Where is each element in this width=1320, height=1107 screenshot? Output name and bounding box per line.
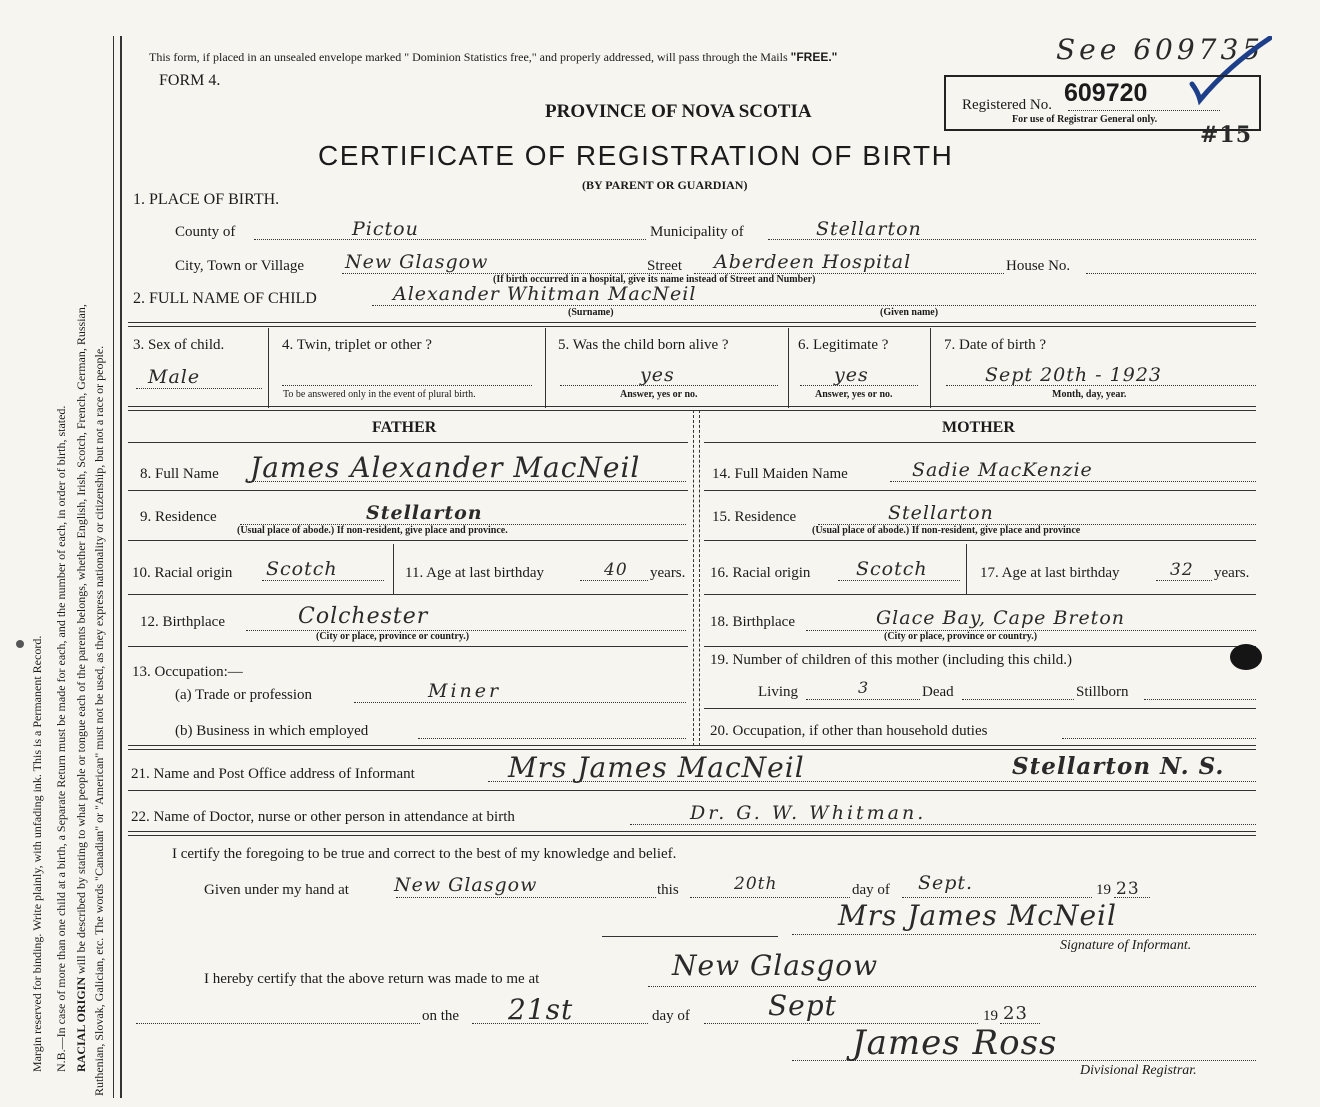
mother-occupation-line [1062,738,1256,739]
registrar-signature-caption: Divisional Registrar. [1080,1063,1197,1078]
mail-notice-text: This form, if placed in an unsealed envelope marked " Dominion Statistics free," and properly addressed, will pass through the Mails [149,50,788,64]
divider-before-certification [128,831,1256,836]
divider-before-parents [128,406,1256,411]
registrar-left-line [136,1023,420,1024]
registered-number: 609720 [1064,79,1148,107]
child-name-label: 2. FULL NAME OF CHILD [133,290,317,307]
form-number: FORM 4. [159,72,221,89]
given-this-label: this [657,882,679,898]
father-racial-value: Scotch [266,558,338,580]
legitimate-label: 6. Legitimate ? [798,337,889,353]
father-birthplace-label: 12. Birthplace [140,614,225,630]
margin-note-binding: Margin reserved for binding. Write plainly, with unfading ink. This is a Permanent Record. [30,635,44,1072]
child-name-value: Alexander Whitman MacNeil [393,283,697,305]
given-day-value: 20th [734,874,778,894]
informant-signature: Mrs James McNeil [838,899,1117,932]
mother-children-label: 19. Number of children of this mother (including this child.) [710,652,1073,668]
father-birthplace-value: Colchester [298,604,429,629]
father-business-label: (b) Business in which employed [175,723,369,739]
given-month-line [902,897,1092,898]
living-label: Living [758,684,798,700]
date-of-birth-caption: Month, day, year. [1052,389,1127,400]
row-rule-14-right [704,490,1256,491]
father-occupation-label: 13. Occupation:— [132,664,243,680]
registrar-place-value: New Glasgow [672,949,879,982]
col-divider-16 [966,544,967,594]
given-under-hand-label: Given under my hand at [204,882,349,898]
registrar-day-value: 21st [508,993,574,1026]
dead-line [962,699,1074,700]
row-rule-15-right [704,540,1256,541]
father-heading: FATHER [372,419,437,436]
father-business-line [418,738,686,739]
alive-value: yes [640,364,675,386]
county-value: Pictou [352,218,419,240]
date-of-birth-label: 7. Date of birth ? [944,337,1047,353]
mail-notice [149,50,837,64]
informant-label: 21. Name and Post Office address of Informant [131,766,415,782]
free-label: "FREE." [790,50,838,64]
parents-heading-rule-right [704,442,1256,443]
living-line [806,699,920,700]
certificate-subtitle: (BY PARENT OR GUARDIAN) [582,178,748,192]
registrar-year-prefix: 19 [983,1008,998,1024]
mother-occupation-label: 20. Occupation, if other than household duties [710,723,988,739]
mother-age-unit: years. [1214,565,1250,581]
alive-caption: Answer, yes or no. [620,389,698,400]
row-rule-21 [128,790,1256,791]
mother-age-value: 32 [1170,560,1194,580]
informant-address-value: Stellarton N. S. [1012,753,1225,780]
street-value: Aberdeen Hospital [714,251,912,273]
col-divider-6 [930,328,931,408]
given-year-suffix: 23 [1116,879,1140,899]
alive-label: 5. Was the child born alive ? [558,337,729,353]
parents-divider-left [693,410,694,746]
given-name-caption: (Given name) [880,307,939,318]
row-rule-19-right [704,708,1256,709]
street-label: Street [647,258,682,274]
registrar-day-of-label: day of [652,1008,690,1024]
racial-origin-heading: RACIAL ORIGIN [74,976,88,1072]
mother-age-label: 17. Age at last birthday [980,565,1120,581]
mother-residence-caption: (Usual place of abode.) If non-resident, give place and province [812,525,1081,536]
father-age-value: 40 [604,560,628,580]
parents-divider-right [699,410,700,746]
doctor-name-value: Dr. G. W. Whitman. [690,802,927,824]
sex-value: Male [148,366,201,388]
given-month-value: Sept. [918,872,974,894]
margin-note-nationality: Ruthenian, Slovak, Galician, etc. The words "Canadian" or "American" must not be used, as they express nationality or citizenship, but not a race or people. [92,345,106,1096]
registrar-place-line [648,986,1256,987]
twin-line [282,385,532,386]
hospital-note: (If birth occurred in a hospital, give its name instead of Street and Number) [493,274,816,285]
col-divider-5 [788,328,789,408]
see-reference-note: See 609735 [1056,33,1265,66]
row-rule-16-right [704,594,1256,595]
row-rule-10-left [128,594,688,595]
father-name-label: 8. Full Name [140,466,219,482]
registrar-on-the-label: on the [422,1008,460,1024]
mother-name-value: Sadie MacKenzie [912,459,1093,481]
stillborn-label: Stillborn [1076,684,1129,700]
father-trade-label: (a) Trade or profession [175,687,313,703]
mother-heading: MOTHER [942,419,1015,436]
stillborn-line [1144,699,1256,700]
child-name-line [372,305,1256,306]
registered-label: Registered No. [962,97,1052,113]
margin-note-racial-origin [74,304,88,1072]
date-of-birth-value: Sept 20th - 1923 [985,364,1162,386]
parents-heading-rule-left [128,442,688,443]
certify-statement: I certify the foregoing to be true and correct to the best of my knowledge and belief. [172,846,677,862]
father-birthplace-caption: (City or place, province or country.) [316,631,470,642]
given-place-value: New Glasgow [394,874,538,896]
registrar-statement: I hereby certify that the above return was made to me at [204,971,540,987]
father-residence-label: 9. Residence [140,509,217,525]
binding-line-inner [120,36,122,1098]
ink-smudge [16,640,24,648]
certificate-title: CERTIFICATE OF REGISTRATION OF BIRTH [318,140,954,171]
father-racial-label: 10. Racial origin [132,565,233,581]
registrar-year-suffix: 23 [1003,1003,1028,1024]
informant-signature-line [792,934,1256,935]
row-rule-9-left [128,540,688,541]
registered-number-line [1068,110,1220,111]
father-trade-line [354,702,686,703]
house-number-label: House No. [1006,258,1071,274]
given-year-line [1114,897,1150,898]
twin-note: To be answered only in the event of plural birth. [283,389,476,400]
municipality-value: Stellarton [816,218,922,240]
col-divider-4 [545,328,546,408]
left-blank-rule [602,936,778,937]
col-divider-3 [268,328,269,408]
registrar-signature: James Ross [852,1023,1058,1063]
mother-birthplace-label: 18. Birthplace [710,614,795,630]
mother-racial-label: 16. Racial origin [710,565,811,581]
ink-blot [1230,644,1262,670]
county-label: County of [175,224,236,240]
mother-residence-value: Stellarton [888,502,994,524]
mother-residence-label: 15. Residence [712,509,797,525]
divider-after-parents [128,745,1256,750]
given-day-line [690,897,850,898]
mother-racial-value: Scotch [856,558,928,580]
mother-name-label: 14. Full Maiden Name [712,466,848,482]
father-trade-value: Miner [428,680,502,702]
city-label: City, Town or Village [175,258,305,274]
doctor-label: 22. Name of Doctor, nurse or other person in attendance at birth [131,809,515,825]
legitimate-value: yes [834,364,869,386]
sex-line [136,388,262,389]
doctor-line [630,824,1256,825]
margin-note-multiple-births: N.B.—In case of more than one child at a birth, a Separate Return must be made for each, and the number of each, in order of birth, stated. [54,405,68,1072]
mother-racial-line [838,580,960,581]
registrar-month-value: Sept [768,989,837,1022]
father-residence-caption: (Usual place of abode.) If non-resident, give place and province. [237,525,508,536]
row-rule-18-right [704,646,1256,647]
father-residence-value: Stellarton [366,502,483,524]
informant-signature-caption: Signature of Informant. [1060,938,1192,953]
informant-name-value: Mrs James MacNeil [508,751,805,784]
city-value: New Glasgow [345,251,489,273]
province-heading: PROVINCE OF NOVA SCOTIA [545,101,812,122]
dead-label: Dead [922,684,954,700]
corner-mark: #15 [1200,122,1253,148]
mother-birthplace-value: Glace Bay, Cape Breton [876,607,1125,629]
row-rule-12-left [128,646,688,647]
given-year-prefix: 19 [1096,882,1111,898]
twin-label: 4. Twin, triplet or other ? [282,337,432,353]
county-line [254,239,646,240]
house-number-line [1086,273,1256,274]
registrar-use-note: For use of Registrar General only. [1012,114,1158,125]
racial-origin-text: will be described by stating to what people or tongue each of the parents belongs, whether English, Irish, Scotch, French, German, Russian, [74,304,88,977]
given-day-of-label: day of [852,882,890,898]
father-age-label: 11. Age at last birthday [405,565,544,581]
sex-label: 3. Sex of child. [133,337,225,353]
mother-birthplace-caption: (City or place, province or country.) [884,631,1038,642]
given-place-line [396,897,656,898]
living-value: 3 [858,678,870,697]
surname-caption: (Surname) [568,307,614,318]
place-of-birth-heading: 1. PLACE OF BIRTH. [133,191,280,208]
father-name-value: James Alexander MacNeil [250,451,641,484]
mother-name-line [890,481,1256,482]
col-divider-10 [393,544,394,594]
row-rule-8-left [128,490,688,491]
father-racial-line [262,580,384,581]
legitimate-caption: Answer, yes or no. [815,389,893,400]
municipality-label: Municipality of [650,224,744,240]
father-age-unit: years. [650,565,686,581]
binding-line-outer [113,36,114,1098]
divider-after-name [128,322,1256,327]
